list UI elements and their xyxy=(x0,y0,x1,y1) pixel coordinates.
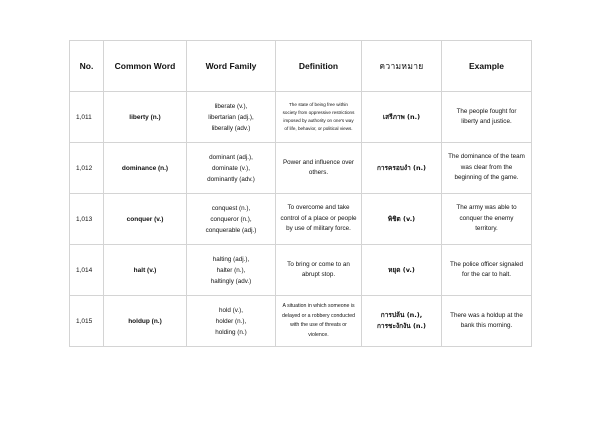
word-family-item: conqueror (n.), xyxy=(210,215,252,223)
word-family-cell xyxy=(187,92,276,143)
header-example: Example xyxy=(442,41,532,92)
header-no: No. xyxy=(70,41,104,92)
definition-line: with the use of threats or xyxy=(290,322,347,328)
common-word: liberty (n.) xyxy=(104,92,187,143)
vocabulary-table xyxy=(69,40,532,347)
word-family-item: dominant (adj.), xyxy=(209,153,253,161)
word-family-item: holder (n.), xyxy=(215,317,247,325)
example-line: beginning of the game. xyxy=(454,174,519,182)
definition-cell xyxy=(276,143,362,194)
definition-cell xyxy=(276,92,362,143)
header-thai-meaning: ความหมาย xyxy=(362,41,442,92)
row-number: 1,014 xyxy=(70,245,104,296)
word-family-item: dominantly (adv.) xyxy=(207,175,255,183)
common-word: dominance (n.) xyxy=(104,143,187,194)
example-cell xyxy=(442,143,532,194)
thai-meaning: เสรีภาพ (n.) xyxy=(382,112,421,121)
example-line: The people fought for xyxy=(456,107,517,115)
word-family-item: libertarian (adj.), xyxy=(208,113,254,121)
header-row xyxy=(70,41,532,92)
example-cell xyxy=(442,245,532,296)
definition-line: The state of being free within xyxy=(289,101,348,107)
definition-line: violence. xyxy=(308,331,329,338)
example-cell xyxy=(442,92,532,143)
example-cell xyxy=(442,194,532,245)
example-line: The police officer signaled xyxy=(449,260,524,268)
example-line: was clear from the xyxy=(460,163,513,171)
word-family-item: conquest (n.), xyxy=(211,204,251,212)
thai-meaning-cell xyxy=(362,296,442,347)
row-number: 1,015 xyxy=(70,296,104,347)
example-cell xyxy=(442,296,532,347)
common-word: halt (v.) xyxy=(104,245,187,296)
word-family-item: liberate (v.), xyxy=(214,102,248,110)
header-definition: Definition xyxy=(276,41,362,92)
example-line: The army was able to xyxy=(456,204,517,212)
table-row xyxy=(70,245,532,296)
example-line: The dominance of the team xyxy=(448,153,525,161)
row-number: 1,013 xyxy=(70,194,104,245)
common-word: holdup (n.) xyxy=(104,296,187,347)
row-number: 1,011 xyxy=(70,92,104,143)
definition-cell xyxy=(276,245,362,296)
thai-meaning-cell xyxy=(362,194,442,245)
header-common-word: Common Word xyxy=(104,41,187,92)
table-row xyxy=(70,194,532,245)
example-line: liberty and justice. xyxy=(461,118,512,125)
table-row xyxy=(70,296,532,347)
word-family-item: hold (v.), xyxy=(218,306,244,314)
word-family-item: dominate (v.), xyxy=(211,164,251,172)
definition-line: imposed by authority on one's way xyxy=(283,118,354,123)
definition-line: abrupt stop. xyxy=(301,271,336,278)
thai-meaning: หยุด (v.) xyxy=(388,265,415,274)
word-family-item: holding (n.) xyxy=(215,328,247,336)
example-line: territory. xyxy=(475,225,498,233)
word-family-item: haltingly (adv.) xyxy=(210,277,252,285)
table-row xyxy=(70,92,532,143)
thai-meaning-cell xyxy=(362,143,442,194)
definition-line: To overcome and take xyxy=(287,204,350,212)
definition-cell xyxy=(276,194,362,245)
header-word-family: Word Family xyxy=(187,41,276,92)
definition-line: control of a place or people xyxy=(280,214,357,222)
definition-line: others. xyxy=(308,169,329,176)
definition-line: Power and influence over xyxy=(282,158,355,166)
word-family-cell xyxy=(187,296,276,347)
definition-line: A situation in which someone is xyxy=(282,303,355,309)
word-family-cell xyxy=(187,143,276,194)
word-family-item: halter (n.), xyxy=(216,266,246,274)
definition-line: by use of military force. xyxy=(286,225,351,233)
example-line: bank this morning. xyxy=(460,322,513,329)
definition-line: society from oppressive restrictions xyxy=(282,109,355,115)
definition-line: To bring or come to an xyxy=(287,260,350,268)
thai-meaning-cell xyxy=(362,245,442,296)
thai-meaning: การปล้น (n.), xyxy=(380,311,423,319)
table-row xyxy=(70,143,532,194)
word-family-item: conquerable (adj.) xyxy=(205,226,257,234)
example-line: for the car to halt. xyxy=(461,271,511,278)
common-word: conquer (v.) xyxy=(104,194,187,245)
definition-line: delayed or a robbery conducted xyxy=(282,312,355,319)
example-line: conquer the enemy xyxy=(459,214,514,222)
thai-meaning-cell xyxy=(362,92,442,143)
thai-meaning: การครอบงำ (n.) xyxy=(376,163,427,172)
word-family-item: liberally (adv.) xyxy=(211,124,251,132)
row-number: 1,012 xyxy=(70,143,104,194)
thai-meaning: การชะงักงัน (n.) xyxy=(376,322,426,330)
word-family-cell xyxy=(187,245,276,296)
word-family-item: halting (adj.), xyxy=(212,255,250,263)
definition-line: of life, behavior, or political views. xyxy=(284,126,353,132)
definition-cell xyxy=(276,296,362,347)
word-family-cell xyxy=(187,194,276,245)
thai-meaning: พิชิต (v.) xyxy=(387,214,416,223)
example-line: There was a holdup at the xyxy=(450,311,523,319)
